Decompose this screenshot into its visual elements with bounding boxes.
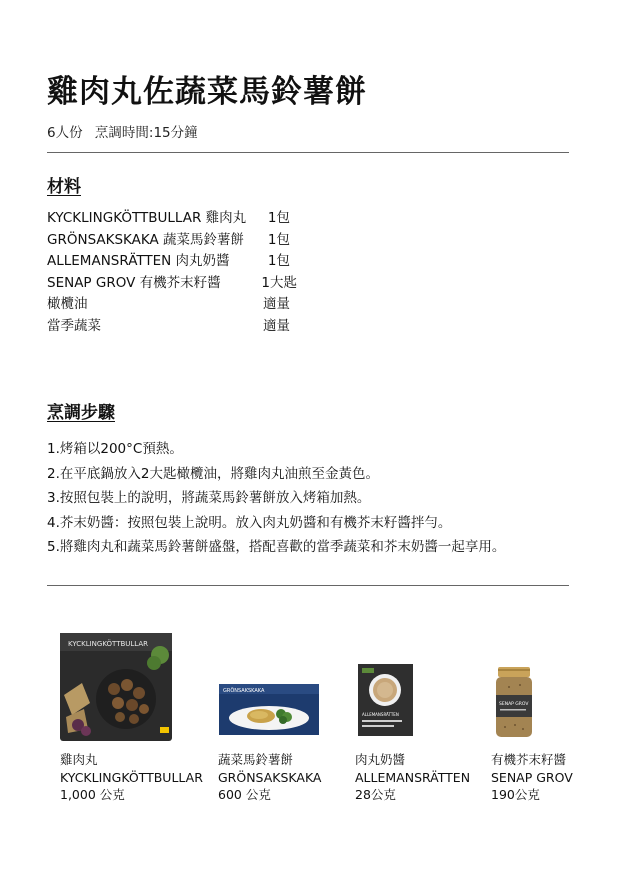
- product-name-zh: 肉丸奶醬: [355, 752, 406, 767]
- product-weight: 190公克: [491, 787, 540, 802]
- cook-time-text: 烹調時間:15分鐘: [94, 125, 198, 141]
- ingredient-row: [47, 316, 297, 338]
- steps-list: [47, 437, 577, 560]
- ingredient-name: GRÖNSAKSKAKA 蔬菜馬鈴薯餅: [47, 231, 245, 248]
- product-info: [491, 751, 573, 804]
- ingredient-name: 橄欖油: [47, 296, 88, 312]
- product-name-zh: 有機芥末籽醬: [491, 752, 567, 767]
- step-item: 3.按照包裝上的說明，將蔬菜馬鈴薯餅放入烤箱加熱。: [47, 490, 371, 506]
- recipe-meta: [47, 121, 198, 141]
- product-name-zh: 蔬菜馬鈴薯餅: [218, 752, 294, 767]
- ingredient-name: KYCKLINGKÖTTBULLAR 雞肉丸: [47, 210, 247, 226]
- ingredient-name: ALLEMANSRÄTTEN 肉丸奶醬: [47, 253, 230, 269]
- step-item: 5.將雞肉丸和蔬菜馬鈴薯餅盛盤，搭配喜歡的當季蔬菜和芥末奶醬一起享用。: [47, 539, 506, 555]
- product-name-en: KYCKLINGKÖTTBULLAR: [60, 769, 203, 785]
- step-item: 1.烤箱以200°C預熱。: [47, 441, 183, 457]
- ingredient-qty: 1包: [267, 253, 290, 269]
- recipe-title: 雞肉丸佐蔬菜馬鈴薯餅: [47, 74, 367, 110]
- servings-text: 6人份: [47, 125, 83, 141]
- ingredient-row: [47, 273, 297, 295]
- product-name-zh: 雞肉丸: [60, 752, 98, 767]
- ingredient-row: [47, 208, 297, 230]
- ingredient-qty: 適量: [263, 296, 290, 312]
- chicken-meatballs-package-image: [60, 633, 172, 741]
- package-label: SENAP GROV: [499, 702, 529, 707]
- meatball-sauce-package-image: [358, 664, 413, 736]
- ingredients-list: [47, 208, 297, 337]
- vegetable-potato-cake-package-image: [219, 684, 319, 735]
- product-name-en: GRÖNSAKSKAKA: [218, 769, 322, 785]
- ingredient-name: SENAP GROV 有機芥末籽醬: [47, 274, 221, 291]
- ingredient-name: 當季蔬菜: [47, 317, 101, 334]
- step-item: 2.在平底鍋放入2大匙橄欖油，將雞肉丸油煎至金黃色。: [47, 465, 379, 482]
- ingredient-row: [47, 294, 297, 316]
- step-item: 4.芥末奶醬：按照包裝上說明。放入肉丸奶醬和有機芥末籽醬拌勻。: [47, 514, 452, 531]
- ingredient-qty: 1包: [267, 231, 290, 248]
- ingredient-qty: 1大匙: [261, 274, 297, 291]
- steps-heading: 烹調步驟: [47, 403, 115, 423]
- package-label: GRÖNSAKSKAKA: [223, 688, 265, 694]
- divider-bottom: [47, 585, 569, 586]
- ingredient-row: [47, 230, 297, 252]
- product-info: [218, 751, 321, 804]
- product-weight: 1,000 公克: [60, 787, 125, 802]
- ingredients-heading: 材料: [47, 177, 81, 197]
- ingredient-qty: 1包: [267, 210, 290, 226]
- ingredient-row: [47, 251, 297, 273]
- product-info: [60, 751, 203, 804]
- package-label: KYCKLINGKÖTTBULLAR: [68, 640, 149, 648]
- product-name-en: SENAP GROV: [491, 769, 573, 785]
- mustard-jar-image: [495, 667, 533, 739]
- product-weight: 28公克: [355, 787, 396, 802]
- ingredient-qty: 適量: [263, 317, 290, 334]
- package-label: ALLEMANSRÄTTEN: [362, 712, 399, 717]
- product-weight: 600 公克: [218, 787, 271, 802]
- product-info: [355, 751, 470, 804]
- divider-top: [47, 152, 569, 153]
- product-name-en: ALLEMANSRÄTTEN: [355, 769, 471, 785]
